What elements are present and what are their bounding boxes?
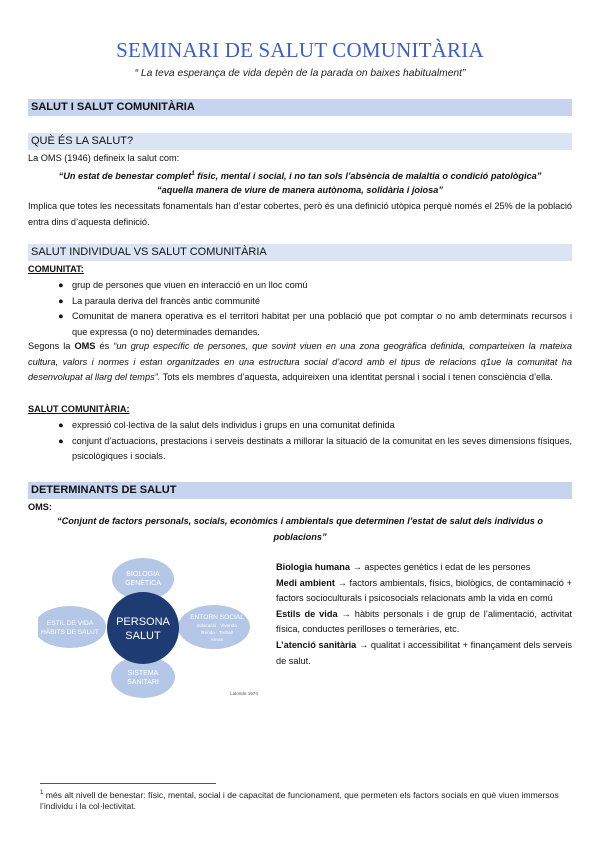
determinant-item [276,576,572,607]
bullet-icon: ● [58,280,64,290]
list-item [28,294,572,310]
oms-quote-2: “aquella manera de viure de manera autònoma, solidària i joiosa” [157,185,443,195]
determinant-term: Medi ambient [276,577,335,588]
list-item [28,309,572,340]
bullet-icon: ● [58,435,64,446]
list-item [28,434,572,465]
footnote-ref: 1 [191,171,195,177]
center-line1: PERSONA [116,616,170,628]
determinant-term: L’atenció sanitària [276,639,357,650]
oms-label: OMS: [28,502,52,512]
petal-top-line1: BIOLOGIA [126,571,160,578]
bullet-icon: ● [58,295,64,306]
list-item-text: expressió col·lectiva de la salut dels individus i grups en una comunitat definida [72,420,395,430]
determinant-term: Biologia humana [276,562,351,572]
determinant-item [276,638,572,669]
page-subtitle: “ La teva esperança de vida depèn de la parada on baixes habitualment” [134,68,466,79]
list-item-text: grup de persones que viuen en interacció en un lloc comú [72,280,308,290]
footnote-mark: 1 [40,790,44,796]
salut-comunitaria-list [28,418,572,465]
segons-text-a: Segons la [28,341,75,351]
determinant-term: Estils de vida [276,608,338,619]
segons-quote: “un grup específic de persones, que sovint viuen en una zona geogràfica definida, comparteixen la mateixa cultura, valors i normes i estan organitzades en una estructura social d’acord amb el tipus de relacions q1ue la comunitat ha desenvolupat al llarg del temps”. [28,341,573,383]
lalonde-diagram [38,555,268,705]
determinant-item [276,607,572,638]
page-title: SEMINARI DE SALUT COMUNITÀRIA [116,38,484,62]
section-heading-determinants: DETERMINANTS DE SALUT [28,482,572,499]
subsection-heading-individual-vs-comunitaria: SALUT INDIVIDUAL VS SALUT COMUNITÀRIA [28,244,572,261]
list-item-text: La paraula deriva del francès antic communité [72,295,260,306]
comunitat-label: COMUNITAT: [28,264,84,274]
bullet-icon: ● [58,420,64,430]
oms-intro: La OMS (1946) defineix la salut com: [28,153,180,163]
diagram-credit: Lalonde 1974 [230,691,258,696]
list-item [28,278,572,294]
salut-comunitaria-label-wrap [28,402,572,418]
petal-bottom-line2: SANITARI [127,679,159,686]
petal-bottom-line1: SISTEMA [127,670,159,677]
list-item-text: conjunt d’actuacions, prestacions i serveis destinats a millorar la situació de la comunitat en les seves dimensions físiques, psicològiques i socials. [72,435,572,462]
petal-right-line3: Renda · Treball [201,630,233,635]
list-item-text: Comunitat de manera operativa es el territori habitat per una població que pot comptar o no amb determinats recursos i que expressa (o no) determinades demandes. [72,311,572,337]
determinants-quote-line2: poblacions” [273,532,327,542]
petal-right-line2: Educació · Vivenda [197,623,237,628]
petal-left-line2: HÀBITS DE SALUT [41,629,99,636]
segons-oms: OMS [74,341,96,351]
center-line2: SALUT [125,630,161,642]
segons-text-c: Tots els membres d’aquesta, adquireixen una identitat persnal i social i tenen consciència d’ella. [160,372,553,383]
petal-right-line1: ENTORN SOCIAL [190,614,244,621]
footnote-text: més alt nivell de benestar: físic, mental, social i de capacitat de funcionament, que permeten els factors socials en què viuen immersos l’individu i la col·lectivitat. [40,789,559,812]
petal-left [38,606,106,648]
footnote [40,788,560,813]
list-item [28,418,572,434]
oms-quote-1-a: “Un estat de benestar complet [58,171,192,182]
section-heading-salut: SALUT I SALUT COMUNITÀRIA [28,99,572,116]
petal-left-line1: ESTIL DE VIDA [46,620,94,627]
determinant-desc: → factors ambientals, físics, biològics, de contaminació + factors socioculturals i psicosocials relacionats amb la vida en comú [276,577,572,604]
bullet-icon: ● [58,311,64,322]
petal-top-line2: GENÈTICA [125,580,161,587]
segons-text-b: és [95,341,114,351]
determinant-desc: → qualitat i accessibilitat + finançament dels serveis de salut. [276,639,572,666]
determinants-quote-line1: “Conjunt de factors personals, socials, econòmics i ambientals que determinen l’estat de salut dels individus o [56,516,544,526]
determinant-desc: → hàbits personals i de grup de l’alimentació, activitat física, conductes perilloses o temeràries, etc. [276,608,572,635]
petal-right-line4: Amics [210,637,224,642]
salut-paragraph: Implica que totes les necessitats fonamentals han d’estar cobertes, però és una definició utòpica perquè només el 25% de la població entra dins d’aquesta definició. [28,201,572,227]
subsection-heading-que-es: QUÈ ÉS LA SALUT? [28,133,572,150]
footnote-divider [40,783,216,784]
oms-quote-1 [28,167,572,185]
determinants-list [276,560,572,669]
comunitat-list [28,278,572,340]
comunitat-label-wrap [28,262,572,278]
salut-comunitaria-label: SALUT COMUNITÀRIA: [28,404,130,414]
segons-oms-paragraph [28,339,572,386]
determinant-item [276,560,572,576]
oms-quote-1-b: físic, mental i social, i no tan sols l’absència de malaltia o condició patològica” [194,171,542,182]
center-circle [107,592,179,664]
determinant-desc: → aspectes genètics i edat de les persones [350,562,531,572]
